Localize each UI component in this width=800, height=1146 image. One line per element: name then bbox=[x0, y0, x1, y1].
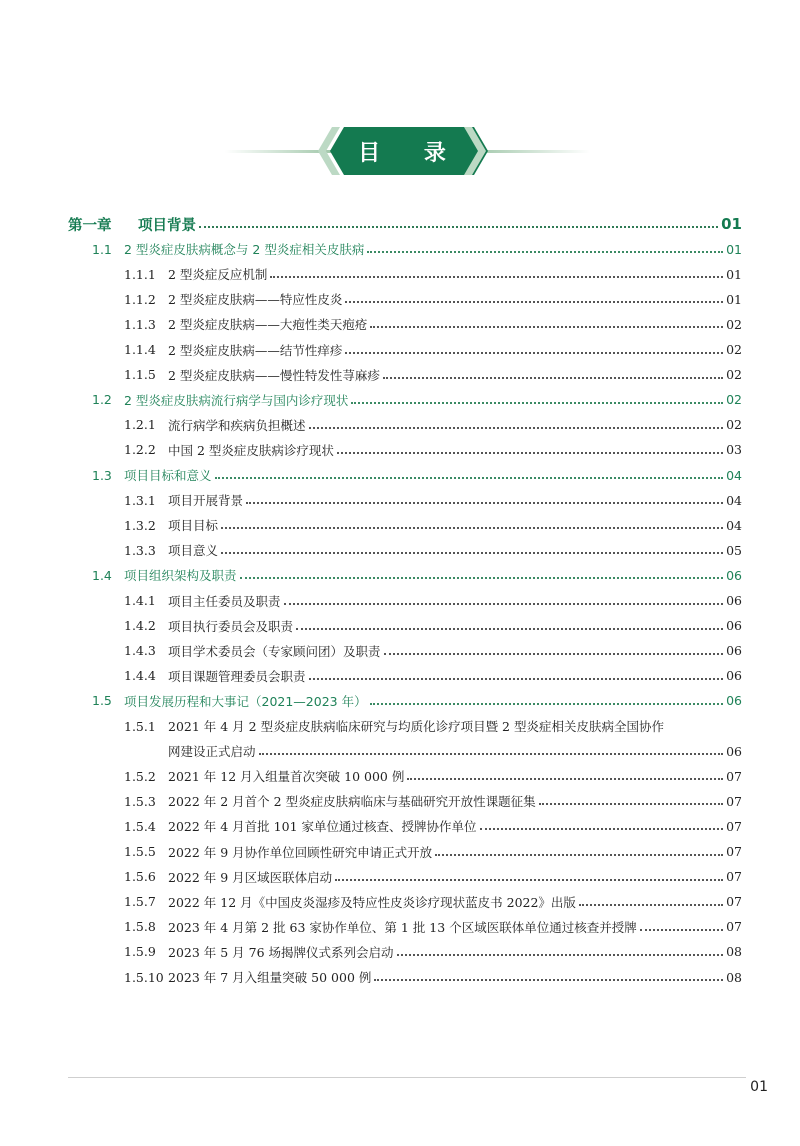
toc-entry-sub[interactable] bbox=[0, 513, 800, 537]
toc-entry-title: 2023 年 7 月入组量突破 50 000 例 bbox=[168, 970, 372, 985]
toc-entry-number: 1.5.8 bbox=[124, 919, 156, 935]
toc-entry-number: 1.5.9 bbox=[124, 944, 156, 960]
toc-entry-sub[interactable] bbox=[0, 287, 800, 311]
toc-entry-number: 1.5.3 bbox=[124, 793, 156, 809]
toc-entry-sub[interactable] bbox=[0, 538, 800, 562]
dot-leader bbox=[221, 552, 723, 554]
toc-entry-page: 07 bbox=[726, 844, 742, 859]
dot-leader bbox=[345, 301, 723, 303]
banner-line-right bbox=[470, 150, 590, 153]
dot-leader bbox=[240, 577, 724, 579]
toc-entry-number: 1.3 bbox=[92, 467, 112, 483]
toc-entry-number: 1.5.7 bbox=[124, 894, 156, 910]
toc-entry-number: 1.5 bbox=[92, 693, 112, 709]
toc-entry-number: 1.4.1 bbox=[124, 593, 156, 608]
toc-entry-number: 1.4 bbox=[92, 567, 112, 583]
toc-entry-page: 01 bbox=[726, 241, 742, 257]
page-title: 目 录 bbox=[358, 140, 464, 166]
toc-entry-number: 1.1.4 bbox=[124, 342, 156, 357]
toc-entry-title: 2021 年 4 月 2 型炎症皮肤病临床研究与均质化诊疗项目暨 2 型炎症相关皮肤病全国协作 bbox=[168, 719, 664, 734]
toc-entry-sub[interactable] bbox=[0, 312, 800, 336]
toc-entry-title: 2023 年 4 月第 2 批 63 家协作单位、第 1 批 13 个区域医联体单位通过核查并授牌 bbox=[168, 919, 637, 935]
toc-entry-title: 2022 年 9 月区域医联体启动 bbox=[168, 869, 333, 885]
toc-entry-page: 06 bbox=[726, 593, 742, 608]
toc-entry-title: 项目目标和意义 bbox=[124, 468, 212, 483]
toc-entry-title: 项目目标 bbox=[168, 518, 219, 534]
dot-leader bbox=[215, 477, 724, 479]
toc-entry-page: 08 bbox=[726, 944, 742, 960]
toc-entry-page: 02 bbox=[726, 417, 742, 433]
toc-entry-page: 02 bbox=[726, 342, 742, 357]
dot-leader bbox=[284, 603, 724, 605]
dot-leader bbox=[383, 377, 723, 379]
toc-entry-page: 03 bbox=[726, 442, 742, 458]
toc-entry-page: 07 bbox=[726, 793, 742, 809]
toc-entry-title: 项目意义 bbox=[168, 543, 219, 559]
toc-entry-sub[interactable] bbox=[0, 262, 800, 286]
toc-entry-number: 1.2.2 bbox=[124, 442, 156, 458]
toc-entry-title: 2022 年 4 月首批 101 家单位通过核查、授牌协作单位 bbox=[168, 819, 477, 835]
dot-leader bbox=[345, 352, 723, 354]
toc-entry-page: 06 bbox=[726, 618, 742, 634]
dot-leader bbox=[384, 653, 724, 655]
toc-entry-number: 1.5.1 bbox=[124, 718, 156, 734]
dot-leader bbox=[370, 703, 723, 705]
toc-entry-page: 07 bbox=[726, 894, 742, 910]
toc-entry-number: 1.4.4 bbox=[124, 668, 156, 684]
dot-leader bbox=[351, 402, 723, 404]
dot-leader bbox=[270, 276, 723, 278]
toc-entry-sub[interactable] bbox=[0, 739, 800, 763]
toc-entry-sub[interactable] bbox=[0, 840, 800, 864]
toc-entry-page: 05 bbox=[726, 542, 742, 558]
toc-entry-number: 1.1.1 bbox=[124, 266, 156, 282]
toc-entry-number: 1.4.2 bbox=[124, 618, 156, 634]
toc-entry-page: 07 bbox=[726, 869, 742, 885]
toc-entry-title: 项目开展背景 bbox=[168, 493, 244, 509]
toc-entry-title: 2 型炎症反应机制 bbox=[168, 267, 268, 283]
toc-entry-sub[interactable] bbox=[0, 714, 800, 738]
dot-leader bbox=[374, 979, 723, 981]
toc-entry-number: 1.3.3 bbox=[124, 542, 156, 558]
toc-entry-page: 02 bbox=[726, 392, 742, 408]
toc-entry-page: 01 bbox=[726, 291, 742, 307]
toc-entry-number: 1.5.5 bbox=[124, 844, 156, 859]
toc-entry-title: 2 型炎症皮肤病——特应性皮炎 bbox=[168, 292, 343, 308]
toc-entry-sub[interactable] bbox=[0, 814, 800, 838]
toc-entry-sub[interactable] bbox=[0, 865, 800, 889]
toc-entry-sub[interactable] bbox=[0, 965, 800, 989]
toc-entry-title: 2021 年 12 月入组量首次突破 10 000 例 bbox=[168, 769, 405, 785]
dot-leader bbox=[335, 879, 723, 881]
toc-entry-title: 2022 年 12 月《中国皮炎湿疹及特应性皮炎诊疗现状蓝皮书 2022》出版 bbox=[168, 894, 576, 910]
toc-entry-title: 2 型炎症皮肤病——结节性痒疹 bbox=[168, 342, 343, 358]
page-number: 01 bbox=[750, 1079, 768, 1095]
toc-entry-sub[interactable] bbox=[0, 890, 800, 914]
toc-entry-page: 04 bbox=[726, 467, 742, 483]
dot-leader bbox=[367, 251, 723, 253]
toc-entry-number: 第一章 bbox=[68, 217, 112, 234]
dot-leader bbox=[397, 954, 724, 956]
toc-entry-title: 2 型炎症皮肤病——慢性特发性荨麻疹 bbox=[168, 367, 380, 383]
footer-divider bbox=[68, 1077, 746, 1078]
dot-leader bbox=[259, 753, 724, 755]
dot-leader bbox=[309, 427, 724, 429]
toc-entry-title: 项目背景 bbox=[138, 217, 196, 234]
toc-entry-sub[interactable] bbox=[0, 363, 800, 387]
dot-leader bbox=[296, 628, 723, 630]
toc-entry-title: 2 型炎症皮肤病概念与 2 型炎症相关皮肤病 bbox=[124, 242, 365, 258]
toc-entry-page: 02 bbox=[726, 367, 742, 383]
toc-entry-section[interactable] bbox=[0, 689, 800, 713]
toc-entry-number: 1.5.4 bbox=[124, 818, 156, 834]
toc-entry-title: 2023 年 5 月 76 场揭牌仪式系列会启动 bbox=[168, 944, 394, 960]
toc-entry-number: 1.5.10 bbox=[124, 969, 164, 985]
toc-entry-page: 01 bbox=[721, 215, 742, 233]
dot-leader bbox=[337, 452, 723, 454]
toc-entry-sub[interactable] bbox=[0, 664, 800, 688]
toc-entry-title: 项目学术委员会（专家顾问团）及职责 bbox=[168, 643, 381, 659]
dot-leader bbox=[480, 828, 724, 830]
toc-entry-section[interactable] bbox=[0, 563, 800, 587]
toc-entry-section[interactable] bbox=[0, 237, 800, 261]
toc-entry-page: 04 bbox=[726, 517, 742, 533]
toc-entry-number: 1.5.6 bbox=[124, 869, 156, 885]
toc-entry-sub[interactable] bbox=[0, 915, 800, 939]
toc-entry-page: 04 bbox=[726, 492, 742, 508]
dot-leader bbox=[370, 326, 723, 328]
toc-entry-title: 2 型炎症皮肤病——大疱性类天疱疮 bbox=[168, 317, 368, 333]
toc-entry-title: 2022 年 9 月协作单位回顾性研究申请正式开放 bbox=[168, 844, 433, 860]
toc-entry-page: 07 bbox=[726, 818, 742, 834]
toc-entry-page: 06 bbox=[726, 743, 742, 759]
toc-entry-title: 项目主任委员及职责 bbox=[168, 593, 281, 609]
toc-entry-sub[interactable] bbox=[0, 764, 800, 788]
toc-entry-page: 06 bbox=[726, 693, 742, 709]
toc-entry-page: 06 bbox=[726, 567, 742, 583]
toc-entry-number: 1.1 bbox=[92, 241, 112, 257]
toc-entry-title: 流行病学和疾病负担概述 bbox=[168, 417, 306, 433]
toc-entry-page: 07 bbox=[726, 919, 742, 935]
toc-entry-sub[interactable] bbox=[0, 614, 800, 638]
toc-entry-title: 项目发展历程和大事记（2021—2023 年） bbox=[124, 693, 367, 709]
toc-entry-section[interactable] bbox=[0, 463, 800, 487]
toc-entry-title: 项目组织架构及职责 bbox=[124, 568, 237, 584]
toc-entry-number: 1.1.2 bbox=[124, 291, 156, 307]
toc-entry-page: 07 bbox=[726, 768, 742, 784]
toc-entry-number: 1.5.2 bbox=[124, 768, 156, 784]
toc-entry-number: 1.2.1 bbox=[124, 417, 156, 433]
toc-entry-sub[interactable] bbox=[0, 589, 800, 613]
toc-entry-section[interactable] bbox=[0, 388, 800, 412]
toc-entry-sub[interactable] bbox=[0, 338, 800, 362]
toc-entry-page: 06 bbox=[726, 643, 742, 659]
toc-entry-title: 2022 年 2 月首个 2 型炎症皮肤病临床与基础研究开放性课题征集 bbox=[168, 794, 536, 810]
toc-entry-number: 1.1.3 bbox=[124, 316, 156, 332]
dot-leader bbox=[435, 854, 723, 856]
dot-leader bbox=[539, 803, 724, 805]
toc-entry-sub[interactable] bbox=[0, 413, 800, 437]
toc-entry-title: 项目执行委员会及职责 bbox=[168, 618, 294, 634]
toc-entry-chapter[interactable] bbox=[0, 212, 800, 236]
toc-entry-title: 中国 2 型炎症皮肤病诊疗现状 bbox=[168, 442, 334, 458]
toc-entry-sub[interactable] bbox=[0, 438, 800, 462]
dot-leader bbox=[221, 527, 723, 529]
toc-entry-number: 1.1.5 bbox=[124, 367, 156, 383]
toc-entry-sub[interactable] bbox=[0, 639, 800, 663]
toc-title-banner bbox=[0, 126, 800, 176]
toc-entry-number: 1.3.2 bbox=[124, 517, 156, 533]
toc-entry-title: 2 型炎症皮肤病流行病学与国内诊疗现状 bbox=[124, 392, 349, 408]
dot-leader bbox=[309, 678, 724, 680]
toc-entry-page: 02 bbox=[726, 316, 742, 332]
toc-entry-title: 项目课题管理委员会职责 bbox=[168, 668, 306, 684]
dot-leader bbox=[579, 904, 723, 906]
toc-entry-sub[interactable] bbox=[0, 488, 800, 512]
toc-entry-sub[interactable] bbox=[0, 940, 800, 964]
dot-leader bbox=[246, 502, 723, 504]
toc-entry-number: 1.4.3 bbox=[124, 643, 156, 659]
toc-entry-page: 08 bbox=[726, 969, 742, 985]
toc-entry-number: 1.2 bbox=[92, 392, 112, 408]
toc-entry-title: 网建设正式启动 bbox=[168, 744, 256, 760]
dot-leader bbox=[640, 929, 723, 931]
toc-entry-number: 1.3.1 bbox=[124, 492, 156, 508]
dot-leader bbox=[199, 226, 718, 228]
toc-entry-sub[interactable] bbox=[0, 789, 800, 813]
dot-leader bbox=[407, 778, 723, 780]
toc-entry-page: 06 bbox=[726, 668, 742, 684]
toc-entry-page: 01 bbox=[726, 266, 742, 282]
